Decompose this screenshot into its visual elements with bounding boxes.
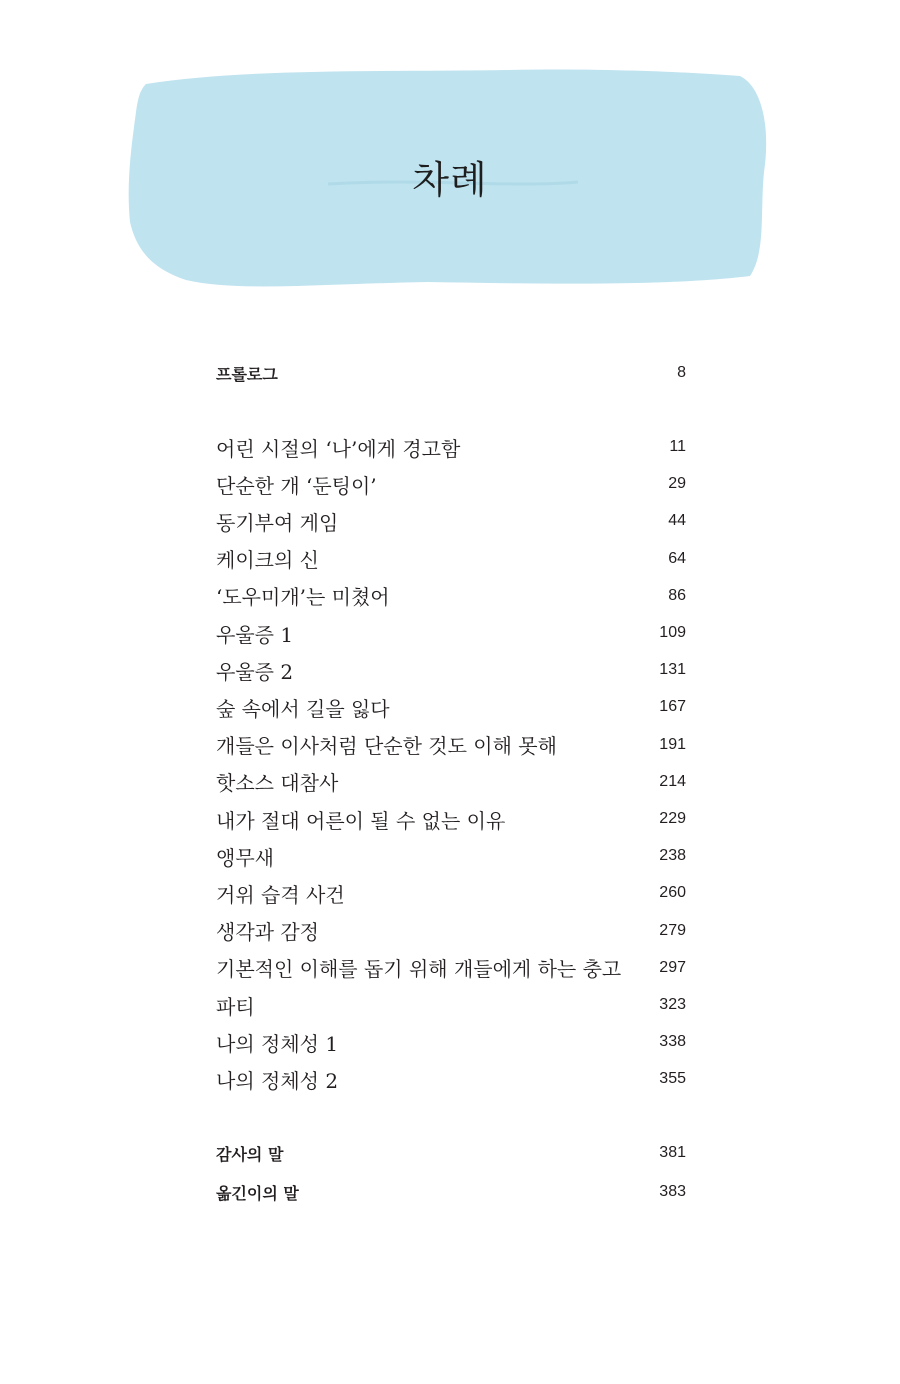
toc-chapter [216,878,686,908]
toc-chapter [216,432,686,462]
toc-entry-page: 355 [659,1070,686,1088]
toc-chapter [216,655,686,685]
toc-chapter [216,618,686,648]
toc-chapter [216,506,686,536]
toc-entry-page: 8 [677,364,686,381]
toc-entry-title: 숲 속에서 길을 잃다 [216,696,390,721]
page-title: 차례 [412,158,488,202]
toc-entry-title: 우울증 2 [216,659,294,684]
toc-chapter [216,1064,686,1094]
toc-entry-title: 파티 [216,994,255,1019]
toc-entry-title: 나의 정체성 1 [216,1031,339,1056]
toc-entry-title: 개들은 이사처럼 단순한 것도 이해 못해 [216,734,557,759]
toc-entry-title: 감사의 말 [216,1144,284,1164]
toc-entry-page: 323 [659,996,686,1013]
toc-entry-page: 191 [659,735,686,753]
toc-entry-title: 단순한 개 ‘둔팅이’ [216,473,377,498]
toc-chapter [216,544,686,574]
toc-entry-page: 214 [659,772,686,790]
toc-chapter [216,1027,686,1057]
toc-entry-page: 279 [659,921,686,939]
toc-entry-title: 우울증 1 [216,622,294,647]
toc-entry-page: 229 [659,810,686,827]
toc-entry-page: 64 [668,549,686,567]
toc-chapter [216,841,686,871]
toc-entry-title: 거위 습격 사건 [216,882,345,907]
toc-chapter [216,730,686,760]
toc-entry-title: 케이크의 신 [216,548,319,573]
toc-entry-page: 86 [668,586,686,604]
toc-entry-title: 내가 절대 어른이 될 수 없는 이유 [216,808,506,833]
toc-chapter [216,767,686,797]
toc-chapter [216,692,686,722]
toc-chapter [216,469,686,499]
toc-chapter [216,990,686,1020]
toc-entry-page: 381 [659,1144,686,1161]
toc-entry-page: 167 [659,698,686,716]
toc-entry-title: 앵무새 [216,845,274,870]
toc-entry-page: 44 [668,512,686,530]
toc-entry-title: 어린 시절의 ‘나’에게 경고함 [216,436,461,461]
toc-entry-title: 동기부여 게임 [216,510,339,535]
toc-entry-title: 기본적인 이해를 돕기 위해 개들에게 하는 충고 [216,957,622,982]
toc-back-matter [216,1138,686,1168]
toc-entry-page: 338 [659,1033,686,1051]
toc-entry-title: 생각과 감정 [216,920,319,945]
toc-entry-page: 109 [659,624,686,641]
toc-entry-page: 29 [668,475,686,493]
toc-entry-title: 프롤로그 [216,364,278,384]
toc-chapter [216,804,686,834]
toc-entry-title: 핫소스 대참사 [216,771,339,796]
toc-entry-page: 383 [659,1183,686,1200]
toc-chapter [216,953,686,983]
toc-prologue [216,358,686,388]
toc-entry-title: 옮긴이의 말 [216,1183,299,1203]
toc-entry-page: 131 [659,661,686,679]
toc-entry-page: 260 [659,884,686,902]
toc-entry-page: 238 [659,847,686,865]
toc-chapter [216,916,686,946]
toc-entry-page: 297 [659,958,686,976]
toc-entry-title: ‘도우미개’는 미쳤어 [216,585,390,610]
toc-chapter [216,581,686,611]
toc-entry-page: 11 [669,438,686,455]
toc-entry-title: 나의 정체성 2 [216,1068,339,1093]
toc-back-matter [216,1177,686,1207]
